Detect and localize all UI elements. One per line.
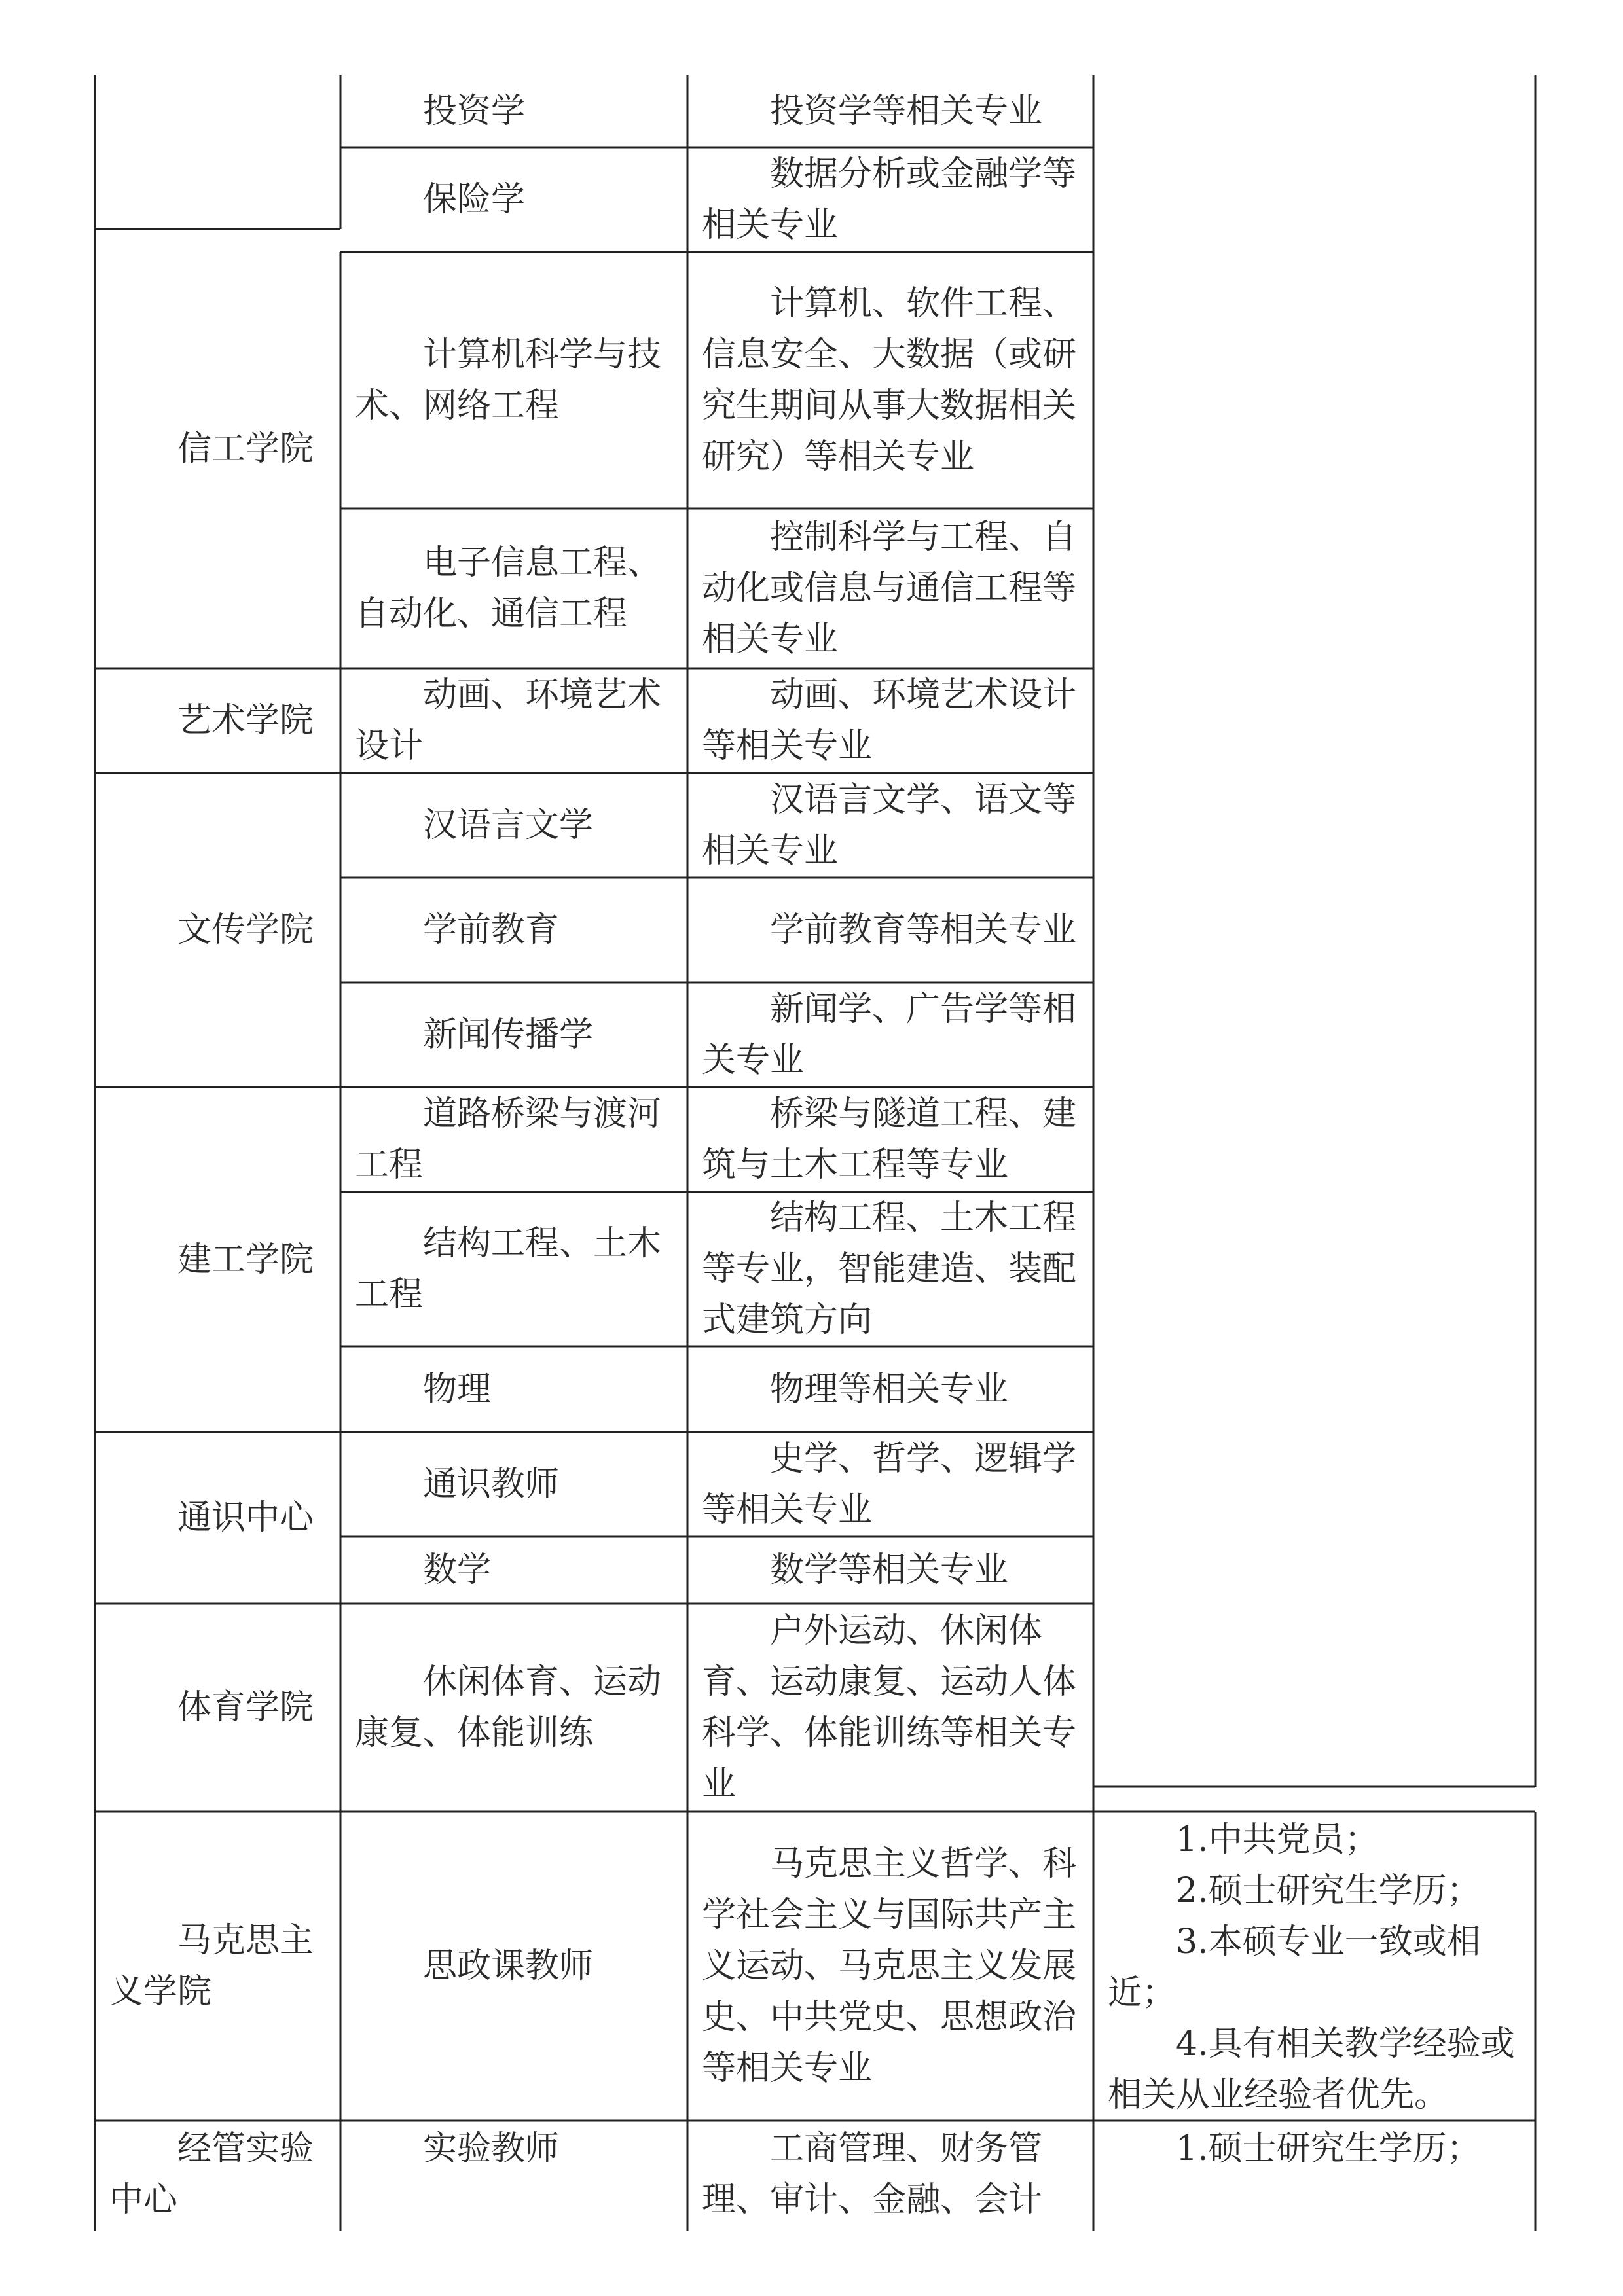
requirement-item: 2.硕士研究生学历；: [1176, 1871, 1481, 1910]
table-row: [340, 1812, 687, 2121]
position-cell: 休闲体育、运动康复、体能训练: [355, 1662, 662, 1753]
position-cell: 通识教师: [423, 1465, 560, 1504]
table-row: [687, 75, 1093, 147]
position-cell: 电子信息工程、自动化、通信工程: [355, 543, 662, 634]
major-cell: 数学等相关专业: [770, 1551, 1009, 1590]
major-cell: 计算机、软件工程、信息安全、大数据（或研究生期间从事大数据相关研究）等相关专业: [702, 284, 1077, 476]
table-row: [340, 1192, 687, 1346]
requirements-cell: [1093, 1814, 1535, 2121]
major-cell: 数据分析或金融学等相关专业: [702, 154, 1077, 245]
department-cell: 经管实验中心: [109, 2129, 314, 2219]
major-cell: 马克思主义哲学、科学社会主义与国际共产主义运动、马克思主义发展史、中共党史、思想政治等相关专业: [702, 1844, 1077, 2088]
table-row: [687, 1192, 1093, 1346]
major-cell: 学前教育等相关专业: [770, 910, 1077, 950]
table-row: [340, 878, 687, 982]
table-row: [687, 982, 1093, 1087]
position-cell: 投资学: [423, 92, 526, 131]
position-cell: 物理: [423, 1369, 492, 1409]
position-cell: 学前教育: [423, 910, 560, 950]
table-row: [340, 147, 687, 252]
position-cell: 保险学: [423, 180, 526, 219]
major-cell: 工商管理、财务管理、审计、金融、会计: [702, 2129, 1043, 2219]
table-row: [340, 252, 687, 509]
table-row: [687, 1537, 1093, 1604]
table-row: [687, 147, 1093, 252]
table-row: [687, 668, 1093, 773]
table-row: [340, 773, 687, 878]
major-cell: 桥梁与隧道工程、建筑与土木工程等专业: [702, 1094, 1077, 1185]
major-cell: 史学、哲学、逻辑学等相关专业: [702, 1439, 1077, 1530]
table-row: [687, 2123, 1093, 2231]
table-row: [340, 1604, 687, 1812]
major-cell: 汉语言文学、语文等相关专业: [702, 780, 1077, 870]
position-cell: 新闻传播学: [423, 1015, 594, 1054]
table-row: [340, 982, 687, 1087]
department-cell: 马克思主义学院: [109, 1921, 314, 2011]
department-cell: 艺术学院: [177, 701, 314, 740]
table-row: [687, 1604, 1093, 1812]
major-cell: 户外运动、休闲体育、运动康复、运动人体科学、体能训练等相关专业: [702, 1611, 1077, 1804]
requirements-cell: [1093, 2123, 1535, 2174]
department-cell: 体育学院: [177, 1688, 314, 1727]
table-row: [687, 1087, 1093, 1192]
table-row: [687, 1346, 1093, 1432]
major-cell: 物理等相关专业: [770, 1369, 1009, 1409]
department-cell: 通识中心: [177, 1498, 314, 1537]
table-row: [340, 509, 687, 668]
position-cell: 思政课教师: [423, 1946, 594, 1986]
table-row: [340, 1432, 687, 1537]
table-row: [340, 1346, 687, 1432]
requirement-item: 3.本硕专业一致或相近；: [1108, 1922, 1481, 2013]
major-cell: 新闻学、广告学等相关专业: [702, 990, 1077, 1080]
table-row: [340, 75, 687, 147]
department-cell: 信工学院: [177, 429, 314, 469]
major-cell: 结构工程、土木工程等专业，智能建造、装配式建筑方向: [702, 1198, 1077, 1340]
position-cell: 结构工程、土木工程: [355, 1224, 662, 1314]
table-row: [687, 878, 1093, 982]
table-row: [340, 1537, 687, 1604]
position-cell: 数学: [423, 1551, 492, 1590]
requirement-item: 1.中共党员；: [1176, 1820, 1379, 1859]
table-row: [687, 773, 1093, 878]
table-row: [687, 509, 1093, 668]
position-cell: 计算机科学与技术、网络工程: [355, 335, 662, 425]
requirement-item: 4.具有相关教学经验或相关从业经验者优先。: [1108, 2024, 1515, 2115]
position-cell: 汉语言文学: [423, 806, 594, 845]
department-cell: 文传学院: [177, 910, 314, 950]
table-row: [687, 1432, 1093, 1537]
major-cell: 动画、环境艺术设计等相关专业: [702, 675, 1077, 766]
position-cell: 道路桥梁与渡河工程: [355, 1094, 662, 1185]
table-row: [687, 1812, 1093, 2121]
table-row: [340, 1087, 687, 1192]
position-cell: 实验教师: [423, 2129, 560, 2168]
table-row: [340, 2123, 687, 2231]
table-row: [687, 252, 1093, 509]
major-cell: 投资学等相关专业: [770, 92, 1043, 131]
position-cell: 动画、环境艺术设计: [355, 675, 662, 766]
major-cell: 控制科学与工程、自动化或信息与通信工程等相关专业: [702, 518, 1077, 659]
department-cell: 建工学院: [177, 1240, 314, 1280]
requirement-item: 1.硕士研究生学历；: [1176, 2129, 1481, 2168]
table-row: [340, 668, 687, 773]
